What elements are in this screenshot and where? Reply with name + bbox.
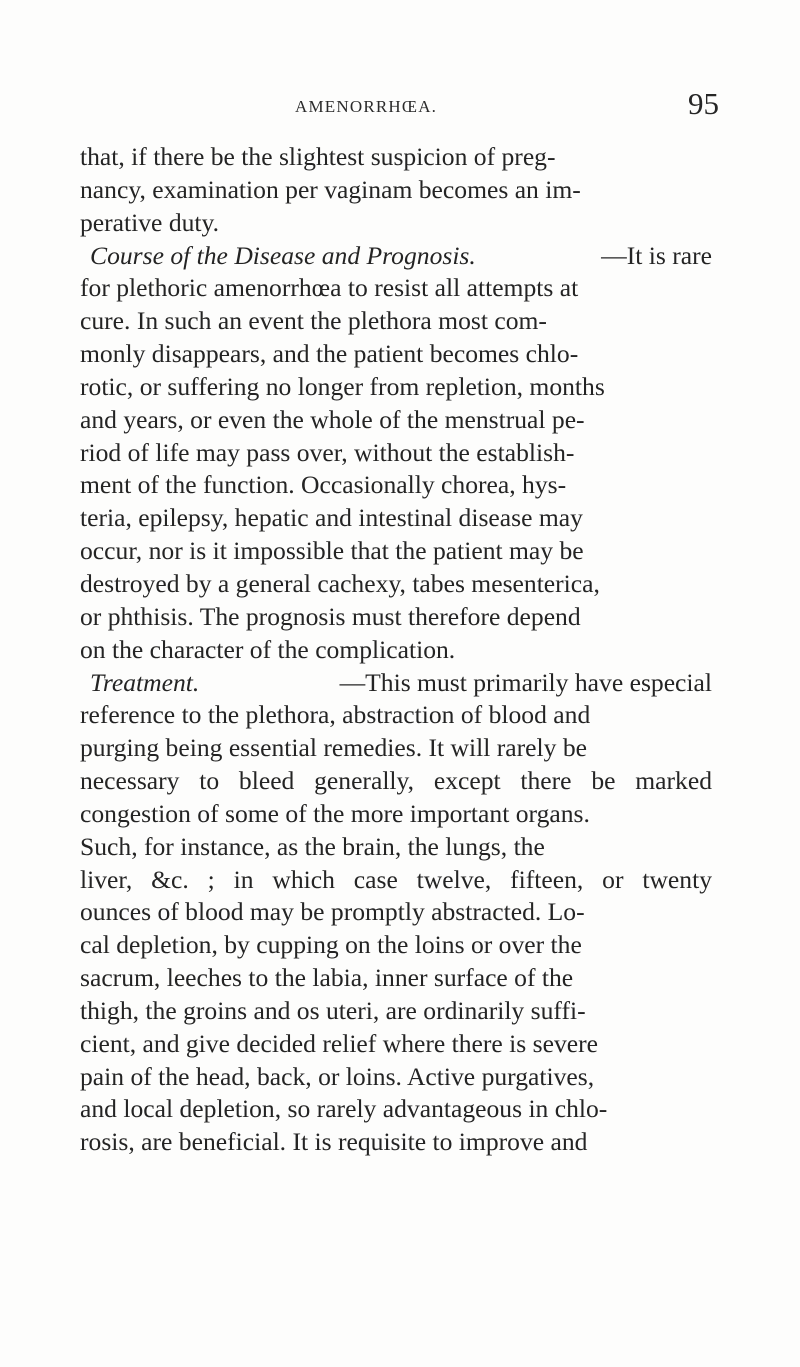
text-line: destroyed by a general cachexy, tabes mesenterica, [80, 568, 600, 598]
text-line: teria, epilepsy, hepatic and intestinal disease may [80, 503, 583, 533]
text-line: on the character of the complication. [80, 634, 456, 664]
text-line: and years, or even the whole of the menstrual pe- [80, 404, 585, 434]
text-line: Such, for instance, as the brain, the lungs, the [80, 831, 545, 861]
text-line: pain of the head, back, or loins. Active purgatives, [80, 1061, 595, 1091]
text-line: rotic, or suffering no longer from repletion, months [80, 371, 605, 401]
text-line: monly disappears, and the patient becomes chlo- [80, 339, 579, 369]
text-line: or phthisis. The prognosis must therefore depend [80, 601, 581, 631]
text-line: cure. In such an event the plethora most com- [80, 306, 547, 336]
text-line: ounces of blood may be promptly abstracted. Lo- [80, 897, 585, 927]
text-line: Treatment. —This must primarily have especial [80, 667, 712, 700]
text-line: that, if there be the slightest suspicion of preg- [80, 142, 556, 171]
text-line: perative duty. [80, 207, 220, 237]
text-line: cal depletion, by cupping on the loins or over the [80, 930, 582, 960]
text-line: and local depletion, so rarely advantageous in chlo- [80, 1094, 608, 1124]
text-line: rosis, are beneficial. It is requisite to improve and [80, 1127, 588, 1157]
text-line: reference to the plethora, abstraction of blood and [80, 700, 591, 730]
running-title: AMENORRHŒA. [295, 97, 438, 116]
text-line: riod of life may pass over, without the establish- [80, 437, 575, 467]
text-line: for plethoric amenorrhœa to resist all attempts at [80, 273, 579, 303]
text-line: occur, nor is it impossible that the patient may be [80, 536, 584, 566]
text-line: Course of the Disease and Prognosis. —It is rare [80, 240, 712, 273]
text-line: nancy, examination per vaginam becomes an im- [80, 174, 581, 204]
section-heading-treatment: Treatment. [90, 667, 200, 697]
body-text [80, 141, 712, 1159]
section-heading-course: Course of the Disease and Prognosis. [90, 240, 476, 270]
text-line: liver, &c. ; in which case twelve, fifteen, or twenty [80, 864, 712, 894]
text-line: purging being essential remedies. It will rarely be [80, 733, 587, 763]
text-line: ment of the function. Occasionally chorea, hys- [80, 470, 567, 500]
running-head [80, 88, 720, 122]
text-line: cient, and give decided relief where there is severe [80, 1028, 599, 1058]
text-line: congestion of some of the more important organs. [80, 798, 590, 828]
text-line: thigh, the groins and os uteri, are ordinarily suffi- [80, 995, 586, 1025]
text-line: sacrum, leeches to the labia, inner surface of the [80, 963, 574, 993]
page-number: 95 [688, 86, 719, 121]
text-line: necessary to bleed generally, except there be marked [80, 766, 712, 796]
